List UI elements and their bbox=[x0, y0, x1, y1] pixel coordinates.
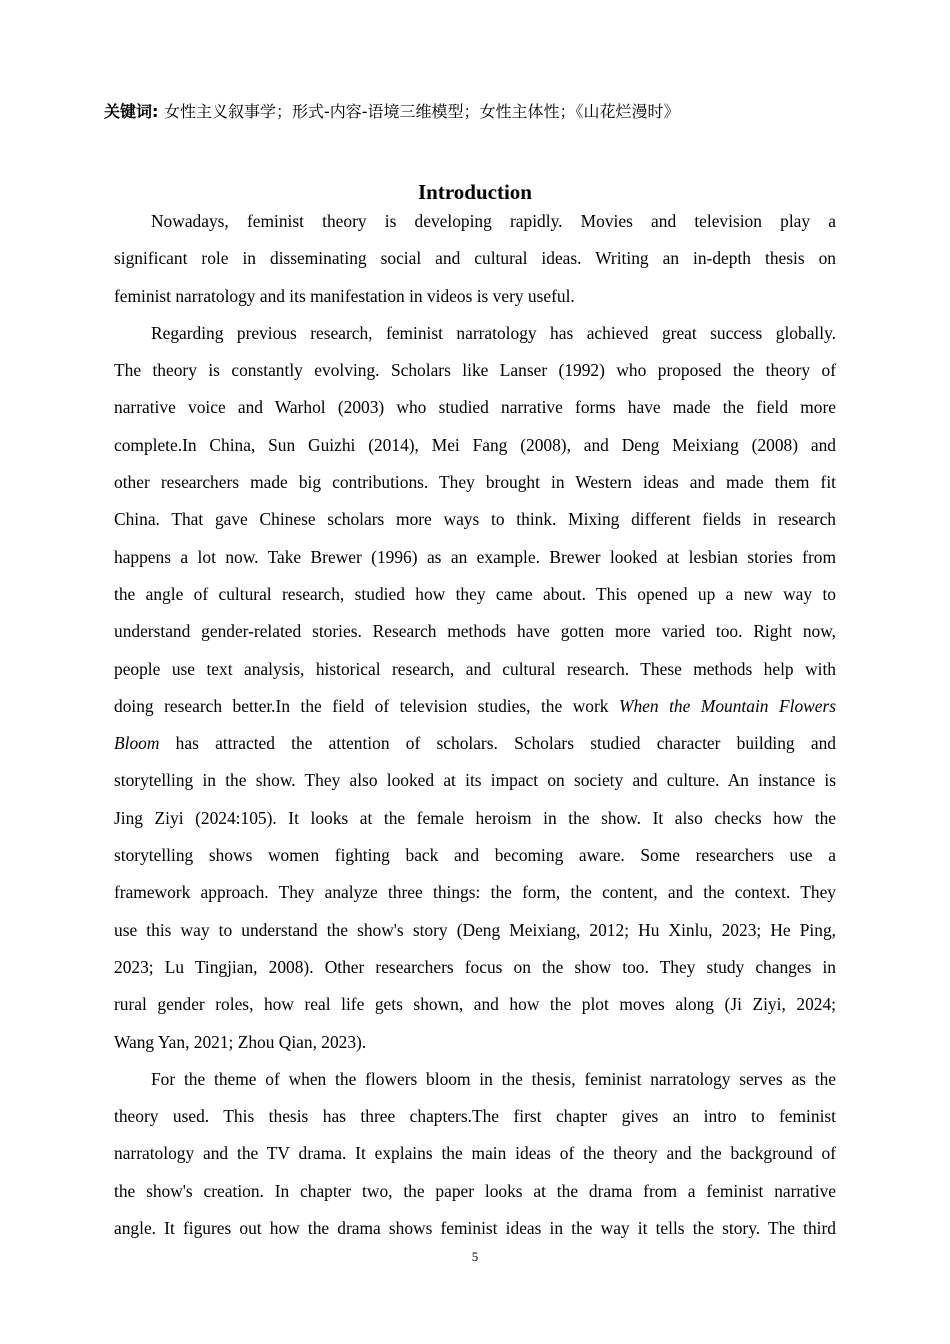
text-line: Jing Ziyi (2024:105). It looks at the female heroism in the show. It also checks how the bbox=[114, 807, 836, 828]
text-line: rural gender roles, how real life gets shown, and how the plot moves along (Ji Ziyi, 2024; bbox=[114, 994, 836, 1015]
body-text bbox=[114, 203, 836, 1247]
text-line: happens a lot now. Take Brewer (1996) as an example. Brewer looked at lesbian stories from bbox=[114, 546, 836, 567]
text-line: use this way to understand the show's story (Deng Meixiang, 2012; Hu Xinlu, 2023; He Ping, bbox=[114, 919, 836, 940]
text-line: For the theme of when the flowers bloom in the thesis, feminist narratology serves as the bbox=[151, 1068, 836, 1089]
paragraph-3 bbox=[114, 1061, 836, 1247]
line-text: doing research better.In the field of television studies, the work bbox=[114, 695, 619, 716]
paragraph-2 bbox=[114, 315, 836, 1061]
text-line: 2023; Lu Tingjian, 2008). Other researchers focus on the show too. They study changes in bbox=[114, 956, 836, 977]
text-line: narratology and the TV drama. It explains the main ideas of the theory and the background of bbox=[114, 1143, 836, 1164]
show-title-italic: Bloom bbox=[114, 733, 160, 754]
text-line: Nowadays, feminist theory is developing rapidly. Movies and television play a bbox=[151, 211, 836, 231]
text-line: China. That gave Chinese scholars more ways to think. Mixing different fields in research bbox=[114, 509, 836, 530]
paragraph-1 bbox=[114, 203, 836, 315]
text-line: understand gender-related stories. Research methods have gotten more varied too. Right now, bbox=[114, 621, 836, 642]
text-line bbox=[114, 688, 836, 725]
keywords-label: 关键词: bbox=[104, 102, 164, 121]
text-line: the angle of cultural research, studied how they came about. This opened up a new way to bbox=[114, 583, 836, 604]
text-line: complete.In China, Sun Guizhi (2014), Mei Fang (2008), and Deng Meixiang (2008) and bbox=[114, 434, 836, 455]
text-line: angle. It figures out how the drama shows feminist ideas in the way it tells the story. The third bbox=[114, 1218, 836, 1239]
keywords-text: 女性主义叙事学；形式-内容-语境三维模型；女性主体性；《山花烂漫时》 bbox=[163, 102, 680, 121]
text-line: other researchers made big contributions. They brought in Western ideas and made them fit bbox=[114, 472, 836, 493]
text-line: people use text analysis, historical research, and cultural research. These methods help with bbox=[114, 658, 836, 679]
text-line: significant role in disseminating social and cultural ideas. Writing an in-depth thesis on bbox=[114, 248, 836, 269]
text-line bbox=[114, 725, 836, 762]
text-line: theory used. This thesis has three chapters.The first chapter gives an intro to feminist bbox=[114, 1106, 836, 1127]
line-text: has attracted the attention of scholars. Scholars studied character building and bbox=[159, 733, 836, 754]
page-number: 5 bbox=[471, 1249, 479, 1264]
text-line: the show's creation. In chapter two, the paper looks at the drama from a feminist narrative bbox=[114, 1180, 836, 1201]
show-title-italic: When the Mountain Flowers bbox=[618, 695, 836, 716]
text-line: Wang Yan, 2021; Zhou Qian, 2023). bbox=[114, 1031, 367, 1052]
text-line: framework approach. They analyze three things: the form, the content, and the context. They bbox=[114, 882, 836, 903]
text-line: feminist narratology and its manifestation in videos is very useful. bbox=[114, 285, 575, 306]
section-title: Introduction bbox=[418, 180, 532, 204]
text-line: narrative voice and Warhol (2003) who studied narrative forms have made the field more bbox=[114, 397, 836, 418]
text-line: storytelling in the show. They also looked at its impact on society and culture. An instance is bbox=[114, 770, 836, 791]
keywords-line bbox=[104, 100, 680, 124]
text-line: Regarding previous research, feminist narratology has achieved great success globally. bbox=[151, 322, 836, 343]
text-line: The theory is constantly evolving. Scholars like Lanser (1992) who proposed the theory of bbox=[114, 360, 836, 381]
text-line: storytelling shows women fighting back and becoming aware. Some researchers use a bbox=[114, 845, 836, 866]
